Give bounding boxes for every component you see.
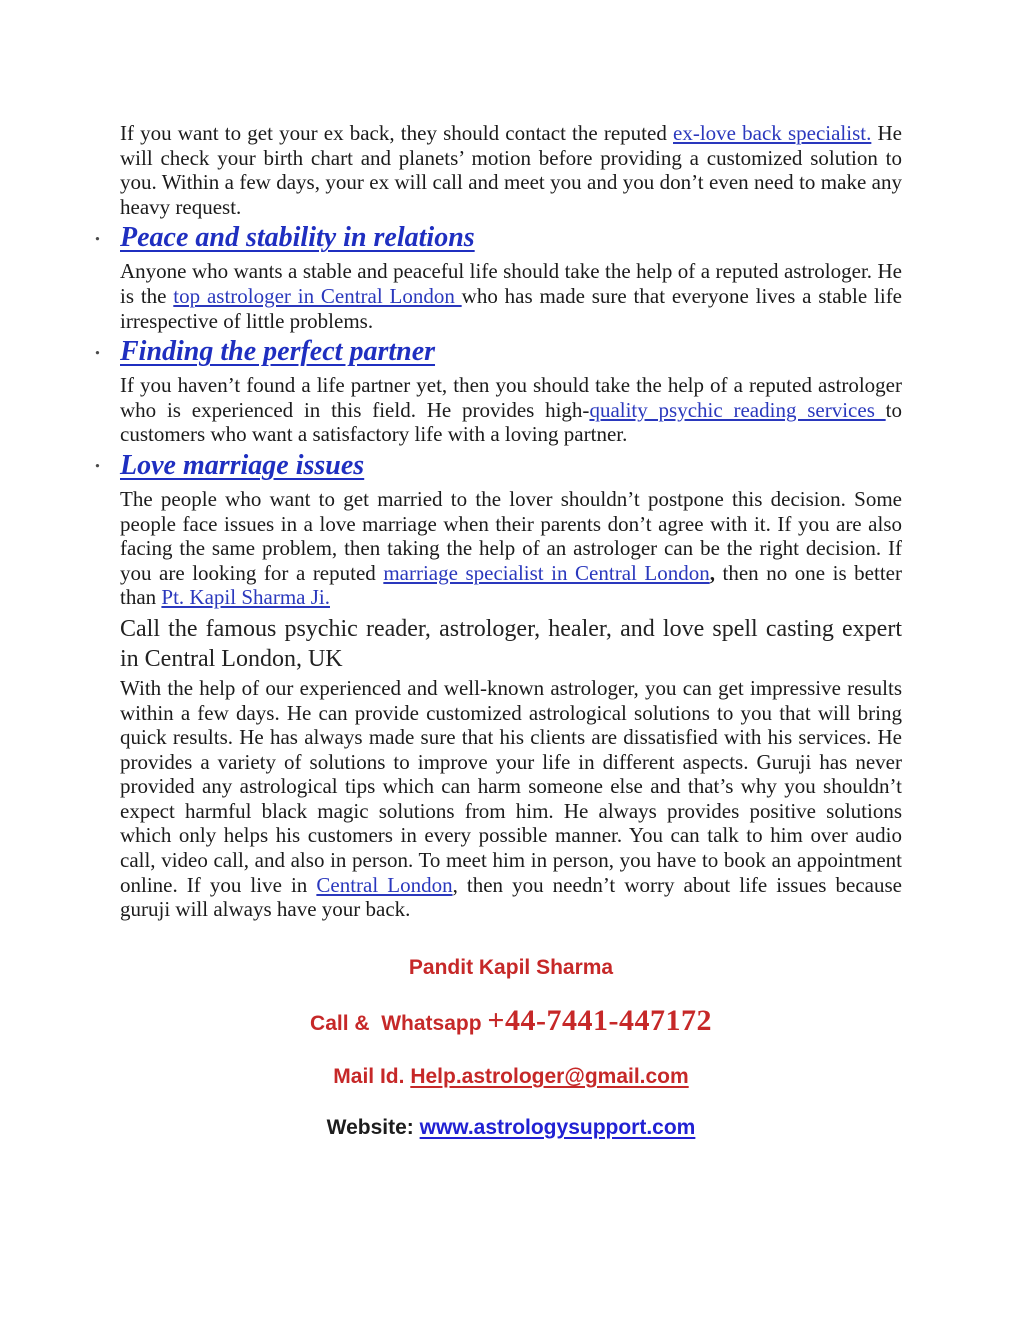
website-link[interactable]: www.astrologysupport.com — [419, 1115, 696, 1139]
closing-text-1: With the help of our experienced and well-known astrologer, you can get impressive results within a few days. He can provide customized astrological solutions to you that will bring quick results. He has always made sure that his clients are dissatisfied with his services. He provides a variety of solutions to improve your life in different aspects. Guruji has never provided any astrological tips which can harm someone else and that’s why you shouldn’t expect harmful black magic solutions from him. He always provides positive solutions which only helps his customers in every possible manner. You can talk to him over audio call, video call, and also in person. To meet him in person, you have to book an appointment online. If you live in — [120, 675, 902, 897]
central-london-link[interactable]: Central London — [316, 872, 453, 897]
email-link[interactable]: Help.astrologer@gmail.com — [410, 1064, 689, 1088]
psychic-reading-services-link[interactable]: quality psychic reading services — [589, 397, 886, 422]
mail-label: Mail Id. — [333, 1064, 411, 1088]
section-heading-row-peace — [95, 221, 902, 258]
ex-love-back-specialist-link[interactable]: ex-love back specialist. — [673, 121, 872, 145]
intro-text-2: He will check your birth chart and planets’ motion before providing a customized solution to you. Within a few days, your ex will call and meet you and you don’t even need to make any heavy request. — [120, 121, 902, 219]
section-heading-peace-and-stability[interactable]: Peace and stability in relations — [120, 222, 475, 254]
section-heading-row-partner — [95, 335, 902, 372]
partner-section-paragraph — [120, 373, 902, 447]
peace-section-paragraph — [120, 259, 902, 333]
marriage-text-1: The people who want to get married to the lover shouldn’t postpone this decision. Some people face issues in a love marriage when their parents don’t agree with it. If you are also facing the same problem, then taking the help of an astrologer can be the right decision. If you are looking for a reputed — [120, 486, 902, 585]
intro-text-1: If you want to get your ex back, they should contact the reputed — [120, 121, 674, 145]
kapil-sharma-link[interactable]: Pt. Kapil Sharma Ji. — [161, 585, 330, 610]
marriage-specialist-link[interactable]: marriage specialist in Central London — [383, 560, 710, 585]
section-heading-row-marriage — [95, 449, 902, 486]
contact-block — [120, 956, 902, 1140]
peace-text-2: who has made sure that everyone lives a stable life irrespective of little problems. — [120, 283, 903, 333]
closing-paragraph — [120, 676, 902, 922]
section-heading-love-marriage[interactable]: Love marriage issues — [120, 449, 365, 481]
marriage-comma: , — [709, 560, 715, 585]
partner-text-1: If you haven’t found a life partner yet, then you should take the help of a reputed astrologer who is experienced in this field. He provides high- — [120, 373, 902, 422]
phone-row — [120, 1004, 902, 1038]
phone-number: +44-7441-447172 — [487, 1003, 712, 1037]
marriage-section-paragraph — [120, 487, 902, 610]
bullet-icon: • — [95, 232, 100, 248]
website-label: Website: — [326, 1115, 420, 1139]
mail-row — [120, 1065, 902, 1089]
bullet-icon: • — [95, 346, 100, 362]
website-row — [120, 1116, 902, 1140]
peace-text-1: Anyone who wants a stable and peaceful life should take the help of a reputed astrologer. He is the — [120, 259, 902, 308]
partner-text-2: to customers who want a satisfactory life with a loving partner. — [120, 397, 902, 447]
intro-paragraph — [120, 121, 902, 219]
top-astrologer-link[interactable]: top astrologer in Central London — [173, 283, 462, 308]
marriage-text-2: then no one is better than — [120, 560, 902, 610]
bullet-icon: • — [95, 459, 100, 475]
closing-text-2: , then you needn’t worry about life issues because guruji will always have your back. — [120, 872, 902, 922]
section-heading-perfect-partner[interactable]: Finding the perfect partner — [120, 336, 436, 368]
call-whatsapp-label: Call & Whatsapp — [310, 1011, 488, 1035]
closing-subheading: Call the famous psychic reader, astrologer, healer, and love spell casting expert in Central London, UK — [120, 615, 902, 672]
astrologer-name: Pandit Kapil Sharma — [408, 955, 614, 979]
